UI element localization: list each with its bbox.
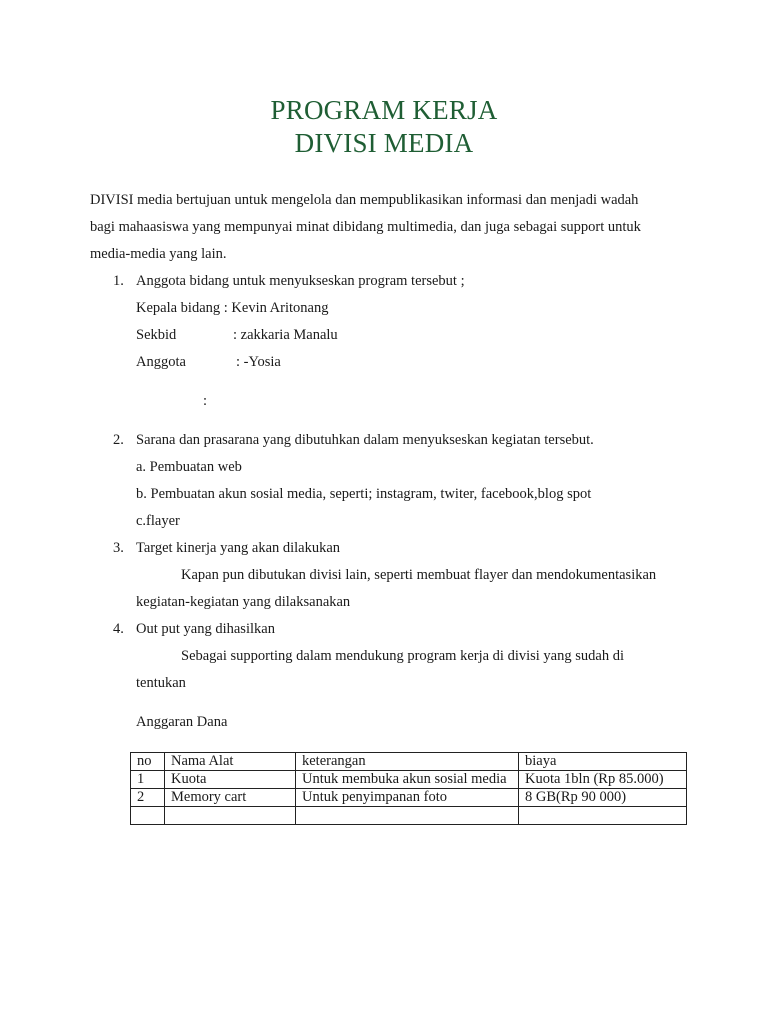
item3-body-1: Kapan pun dibutukan divisi lain, seperti membuat flayer dan mendokumentasikan (181, 567, 657, 583)
header-cell-no: no (131, 753, 165, 771)
list-number-1: 1. (113, 273, 124, 289)
table-cell: Kuota 1bln (Rp 85.000) (519, 771, 687, 789)
item1-heading: Anggota bidang untuk menyukseskan program tersebut ; (136, 273, 465, 289)
item2-sub-c: c.flayer (136, 513, 180, 529)
item1-sekbid-label: Sekbid (136, 327, 177, 343)
intro-line-3: media-media yang lain. (90, 246, 227, 262)
header-cell-keterangan: keterangan (296, 753, 519, 771)
item2-heading: Sarana dan prasarana yang dibutuhkan dalam menyukseskan kegiatan tersebut. (136, 432, 594, 448)
table-row (131, 789, 687, 807)
item2-sub-b: b. Pembuatan akun sosial media, seperti; instagram, twiter, facebook,blog spot (136, 486, 592, 502)
table-row (131, 807, 687, 825)
item3-body-2: kegiatan-kegiatan yang dilaksanakan (136, 594, 351, 610)
table-cell: 2 (131, 789, 165, 807)
header-cell-biaya: biaya (519, 753, 687, 771)
item4-heading: Out put yang dihasilkan (136, 621, 275, 637)
intro-line-2: bagi mahaasiswa yang mempunyai minat dibidang multimedia, dan juga sebagai support untuk (90, 219, 641, 235)
table-cell: Memory cart (165, 789, 296, 807)
list-number-2: 2. (113, 432, 124, 448)
table-cell (519, 807, 687, 825)
intro-line-1: DIVISI media bertujuan untuk mengelola dan mempublikasikan informasi dan menjadi wadah (90, 192, 639, 208)
item1-extra-colon: : (203, 393, 208, 409)
table-cell (165, 807, 296, 825)
list-number-3: 3. (113, 540, 124, 556)
item4-body-1: Sebagai supporting dalam mendukung program kerja di divisi yang sudah di (181, 648, 624, 664)
item3-heading: Target kinerja yang akan dilakukan (136, 540, 341, 556)
title-line-1: PROGRAM KERJA (270, 95, 498, 125)
table-cell (131, 807, 165, 825)
item4-body-2: tentukan (136, 675, 186, 691)
table-cell: 1 (131, 771, 165, 789)
item1-kepala: Kepala bidang : Kevin Aritonang (136, 300, 329, 316)
table-cell: Untuk membuka akun sosial media (296, 771, 519, 789)
table-cell: Kuota (165, 771, 296, 789)
item1-anggota-label: Anggota (136, 354, 186, 370)
item1-sekbid-value: : zakkaria Manalu (233, 327, 338, 343)
table-header-row (131, 753, 687, 771)
item1-anggota-value: : -Yosia (236, 354, 281, 370)
header-cell-nama-alat: Nama Alat (165, 753, 296, 771)
list-number-4: 4. (113, 621, 124, 637)
table-cell: 8 GB(Rp 90 000) (519, 789, 687, 807)
table-cell (296, 807, 519, 825)
title-line-2: DIVISI MEDIA (294, 128, 474, 158)
table-row (131, 771, 687, 789)
item2-sub-a: a. Pembuatan web (136, 459, 242, 475)
table-cell: Untuk penyimpanan foto (296, 789, 519, 807)
budget-heading: Anggaran Dana (136, 714, 228, 730)
budget-table (130, 752, 687, 825)
